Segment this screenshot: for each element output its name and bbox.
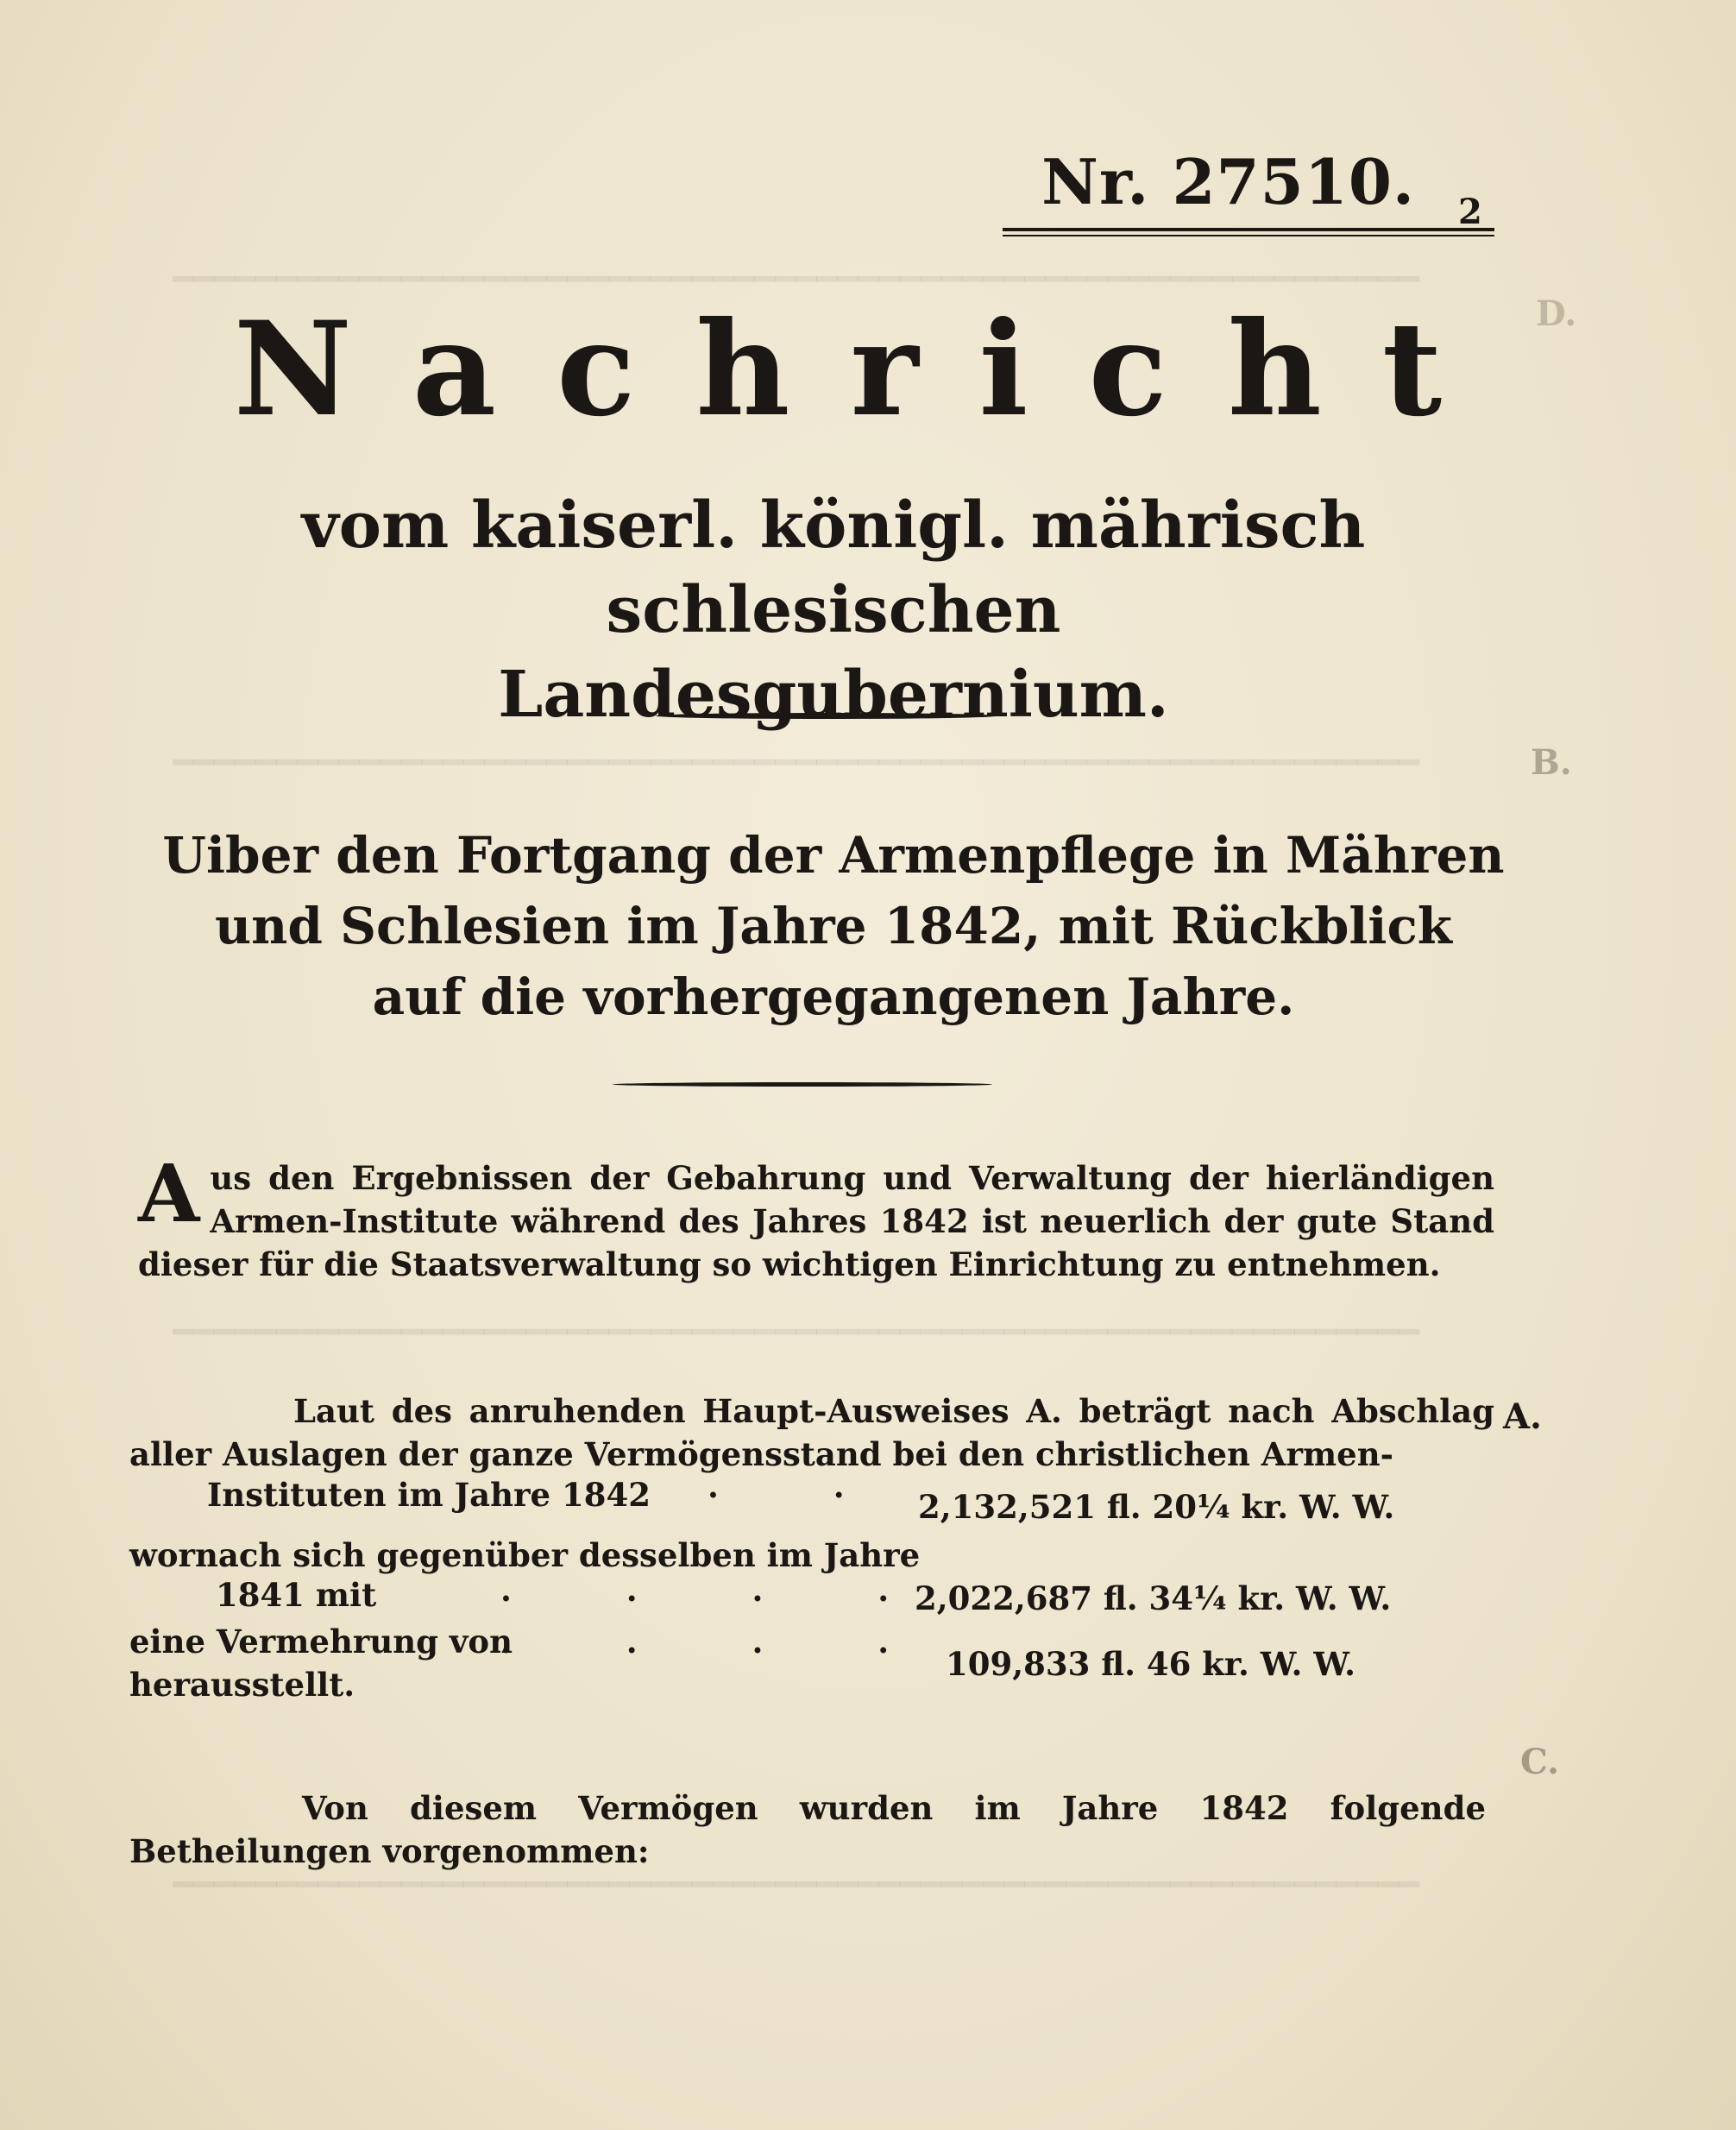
table-row-tail: herausstellt.: [129, 1666, 355, 1704]
dropcap: A: [138, 1147, 200, 1240]
table-row-amount: 2,022,687 fl. 34¼ kr. W. W.: [915, 1579, 1392, 1617]
paragraph-2: [129, 1390, 1494, 1476]
paragraph-text: us den Ergebnissen der Gebahrung und Verwaltung der hierländigen Armen-Institute während des Jahres 1842 ist neuerlich der gute Stand dieser für die Staatsverwaltung so wichtigen Einrichtung zu entnehmen.: [138, 1159, 1494, 1283]
table-row-amount: 109,833 fl. 46 kr. W. W.: [946, 1645, 1355, 1683]
bleed-through: ━━━━━━━━━━━━━━━━━━━━━━━━━━━━━━━━━━━━━━━━━━━━━━━━━━━━━━━━━━━━: [173, 1312, 1419, 1352]
bleed-through: ━━━━━━━━━━━━━━━━━━━━━━━━━━━━━━━━━━━━━━━━━━━━━━━━━━━━━━━━━━━━: [173, 742, 1419, 783]
table-row-label: wornach sich gegenüber desselben im Jahre: [129, 1536, 921, 1574]
document-number: Nr. 27510.: [1041, 145, 1415, 218]
subtitle: [129, 483, 1538, 737]
margin-letter: A.: [1503, 1396, 1542, 1437]
subtitle-line: Landesgubernium.: [498, 658, 1169, 732]
number-underline: [1003, 235, 1494, 236]
table-row-label: Instituten im Jahre 1842: [207, 1476, 651, 1514]
heading-line: und Schlesien im Jahre 1842, mit Rückblick: [215, 897, 1452, 955]
margin-letter: C.: [1520, 1742, 1560, 1782]
heading-line: Uiber den Fortgang der Armenpflege in Mähren: [162, 826, 1505, 885]
number-underline: [1003, 228, 1494, 231]
table-row-label: eine Vermehrung von: [129, 1623, 513, 1661]
table-row-dots: . . . .: [500, 1623, 941, 1661]
table-row-label: 1841 mit: [216, 1576, 377, 1614]
margin-letter: B.: [1531, 742, 1572, 783]
page-title: Nachricht: [233, 293, 1503, 445]
heading-line: auf die vorhergegangenen Jahre.: [372, 967, 1295, 1026]
paragraph-text: Von diesem Vermögen wurden im Jahre 1842 folgende Betheilungen vorgenommen:: [129, 1789, 1486, 1870]
paragraph-text: Laut des anruhenden Haupt-Ausweises A. beträgt nach Abschlag aller Auslagen der ganze Vermögensstand bei den christlichen Armen-: [129, 1392, 1494, 1473]
table-row-dots: . .: [708, 1467, 896, 1505]
paragraph-1: [138, 1147, 1494, 1286]
paragraph-3: [129, 1787, 1486, 1873]
bleed-through: ━━━━━━━━━━━━━━━━━━━━━━━━━━━━━━━━━━━━━━━━━━━━━━━━━━━━━━━━━━━━: [173, 1864, 1419, 1905]
table-row-dots: . . . .: [500, 1571, 941, 1609]
bleed-through: ━━━━━━━━━━━━━━━━━━━━━━━━━━━━━━━━━━━━━━━━━━━━━━━━━━━━━━━━━━━━: [173, 259, 1419, 299]
divider: [613, 1082, 992, 1087]
heading: [129, 820, 1538, 1032]
page-mark: 2: [1458, 192, 1482, 232]
table-row-amount: 2,132,521 fl. 20¼ kr. W. W.: [918, 1488, 1395, 1526]
subtitle-line: vom kaiserl. königl. mährisch schlesischen: [301, 488, 1366, 647]
margin-letter: D.: [1536, 293, 1577, 334]
divider: [656, 713, 997, 719]
